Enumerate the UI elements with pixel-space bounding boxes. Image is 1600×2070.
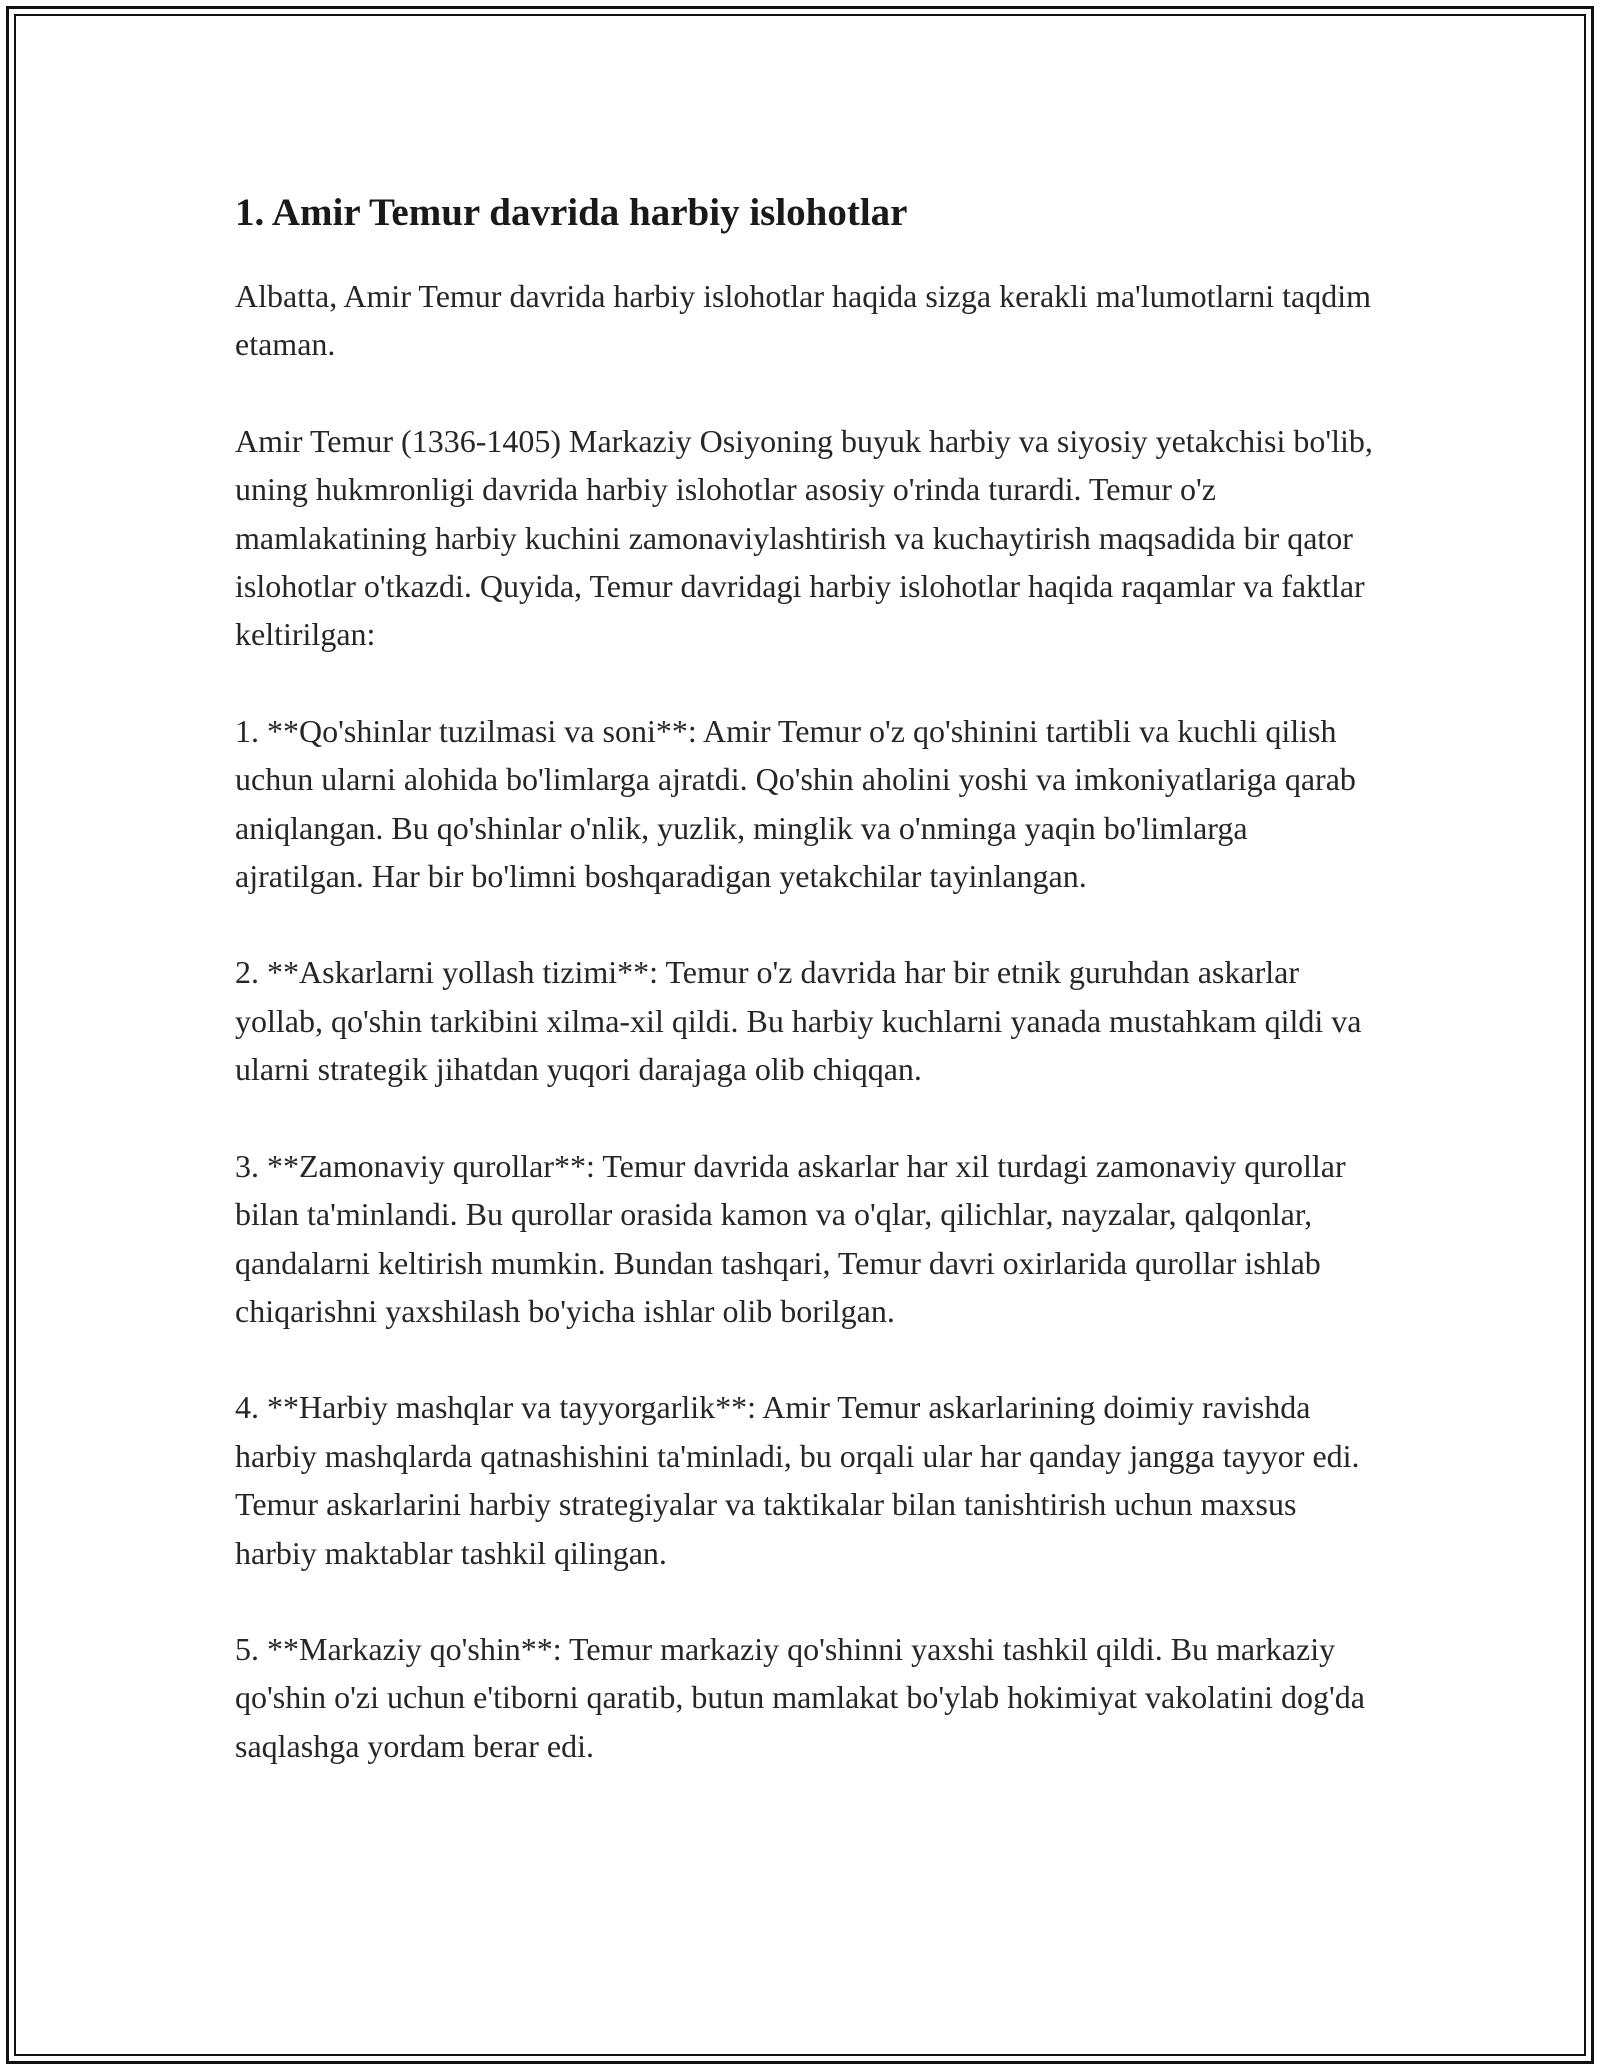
document-body: [235, 180, 1375, 1770]
paragraph-item-2: 2. **Askarlarni yollash tizimi**: Temur o'z davrida har bir etnik guruhdan askarlar yollab, qo'shin tarkibini xilma-xil qildi. Bu harbiy kuchlarni yanada mustahkam qildi va ularni strategik jihatdan yuqori darajaga olib chiqqan.: [235, 954, 1362, 1088]
paragraph-item-5: 5. **Markaziy qo'shin**: Temur markaziy qo'shinni yaxshi tashkil qildi. Bu markaziy qo'shin o'zi uchun e'tiborni qaratib, butun mamlakat bo'ylab hokimiyat vakolatini dog'da saqlashga yordam berar edi.: [235, 1630, 1365, 1764]
paragraph-intro: Albatta, Amir Temur davrida harbiy islohotlar haqida sizga kerakli ma'lumotlarni taqdim etaman.: [235, 278, 1371, 363]
paragraph-overview: Amir Temur (1336-1405) Markaziy Osiyoning buyuk harbiy va siyosiy yetakchisi bo'lib, uning hukmronligi davrida harbiy islohotlar asosiy o'rinda turardi. Temur o'z mamlakatining harbiy kuchini zamonaviylashtirish va kuchaytirish maqsadida bir qator islohotlar o'tkazdi. Quyida, Temur davridagi harbiy islohotlar haqida raqamlar va faktlar keltirilgan:: [235, 422, 1373, 653]
paragraph-item-3: 3. **Zamonaviy qurollar**: Temur davrida askarlar har xil turdagi zamonaviy qurollar bilan ta'minlandi. Bu qurollar orasida kamon va o'qlar, qilichlar, nayzalar, qalqonlar, qandalarni keltirish mumkin. Bundan tashqari, Temur davri oxirlarida qurollar ishlab chiqarishni yaxshilash bo'yicha ishlar olib borilgan.: [235, 1147, 1346, 1329]
paragraph-item-4: 4. **Harbiy mashqlar va tayyorgarlik**: Amir Temur askarlarining doimiy ravishda harbiy mashqlarda qatnashishini ta'minladi, bu orqali ular har qanday jangga tayyor edi. Temur askarlarini harbiy strategiyalar va taktikalar bilan tanishtirish uchun maxsus harbiy maktablar tashkil qilingan.: [235, 1389, 1360, 1571]
document-title: 1. Amir Temur davrida harbiy islohotlar: [235, 191, 908, 234]
paragraph-item-1: 1. **Qo'shinlar tuzilmasi va soni**: Amir Temur o'z qo'shinini tartibli va kuchli qilish uchun ularni alohida bo'limlarga ajratdi. Qo'shin aholini yoshi va imkoniyatlariga qarab aniqlangan. Bu qo'shinlar o'nlik, yuzlik, minglik va o'nminga yaqin bo'limlarga ajratilgan. Har bir bo'limni boshqaradigan yetakchilar tayinlangan.: [235, 712, 1356, 895]
